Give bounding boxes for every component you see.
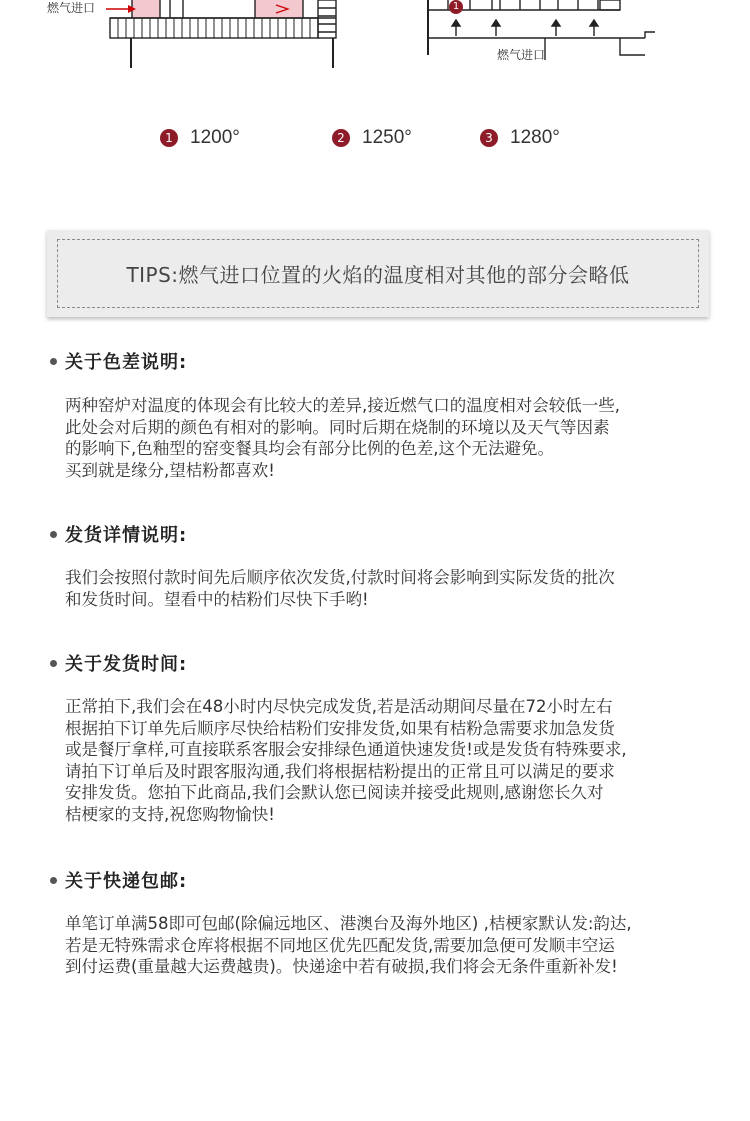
temperature-legend (0, 126, 750, 150)
diagram-marker-badge: 1 (449, 0, 463, 14)
legend-badge: 1 (160, 129, 178, 147)
section-body (65, 696, 705, 825)
section-body (65, 913, 705, 978)
bullet-dot-icon (50, 660, 57, 667)
body-line: 此处会对后期的颜色有相对的影响。同时后期在烧制的环境以及天气等因素 (65, 417, 610, 437)
kiln-diagram-svg (0, 0, 750, 80)
legend-badge: 2 (332, 129, 350, 147)
left-gas-inlet-label: 燃气进口 (47, 1, 96, 15)
bullet-dot-icon (50, 877, 57, 884)
kiln-diagram (0, 0, 750, 80)
section-title: 发货详情说明: (65, 525, 188, 546)
legend-temperature: 1250° (362, 127, 412, 148)
tips-text: TIPS:燃气进口位置的火焰的温度相对其他的部分会略低 (126, 263, 630, 287)
left-flame-zone-1 (132, 0, 160, 18)
body-line: 的影响下,色釉型的窑变餐具均会有部分比例的色差,这个无法避免。 (65, 439, 554, 458)
left-flame-zone-2 (255, 0, 303, 18)
right-gas-inlet-label: 燃气进口 (497, 48, 546, 62)
section-body (65, 395, 705, 481)
body-line: 安排发货。您拍下此商品,我们会默认您已阅读并接受此规则,感谢您长久对 (65, 783, 604, 802)
bullet-dot-icon (50, 358, 57, 365)
body-line: 我们会按照付款时间先后顺序依次发货,付款时间将会影响到实际发货的批次 (65, 568, 615, 587)
left-kiln (106, 0, 336, 68)
tips-dashed-frame (57, 239, 699, 308)
body-line: 两种窑炉对温度的体现会有比较大的差异,接近燃气口的温度相对会较低一些, (65, 396, 620, 415)
tips-box (47, 230, 709, 317)
section-heading (50, 349, 187, 373)
body-line: 若是无特殊需求仓库将根据不同地区优先匹配发货,需要加急便可发顺丰空运 (65, 935, 615, 955)
body-line: 正常拍下,我们会在48小时内尽快完成发货,若是活动期间尽量在72小时左右 (65, 697, 613, 716)
section-heading (50, 868, 187, 892)
legend-item-3 (480, 126, 560, 150)
legend-item-1 (160, 126, 240, 150)
section-title: 关于发货时间: (65, 654, 188, 675)
body-line: 桔梗家的支持,祝您购物愉快! (65, 804, 275, 824)
section-title: 关于快递包邮: (65, 871, 188, 892)
legend-temperature: 1280° (510, 127, 560, 148)
section-body (65, 567, 705, 610)
legend-item-2 (332, 126, 412, 150)
legend-badge: 3 (480, 129, 498, 147)
body-line: 单笔订单满58即可包邮(除偏远地区、港澳台及海外地区) ,桔梗家默认发:韵达, (65, 914, 632, 933)
body-line: 请拍下订单后及时跟客服沟通,我们将根据桔粉提出的正常且可以满足的要求 (65, 761, 615, 781)
body-line: 或是餐厅拿样,可直接联系客服会安排绿色通道快速发货!或是发货有特殊要求, (65, 740, 627, 759)
body-line: 根据拍下订单先后顺序尽快给桔粉们安排发货,如果有桔粉急需要求加急发货 (65, 718, 615, 738)
body-line: 到付运费(重量越大运费越贵)。快递途中若有破损,我们将会无条件重新补发! (65, 957, 618, 976)
section-heading (50, 522, 187, 546)
body-line: 买到就是缘分,望桔粉都喜欢! (65, 460, 275, 480)
legend-temperature: 1200° (190, 127, 240, 148)
body-line: 和发货时间。望看中的桔粉们尽快下手哟! (65, 589, 369, 609)
section-heading (50, 651, 187, 675)
section-title: 关于色差说明: (65, 352, 188, 373)
bullet-dot-icon (50, 531, 57, 538)
